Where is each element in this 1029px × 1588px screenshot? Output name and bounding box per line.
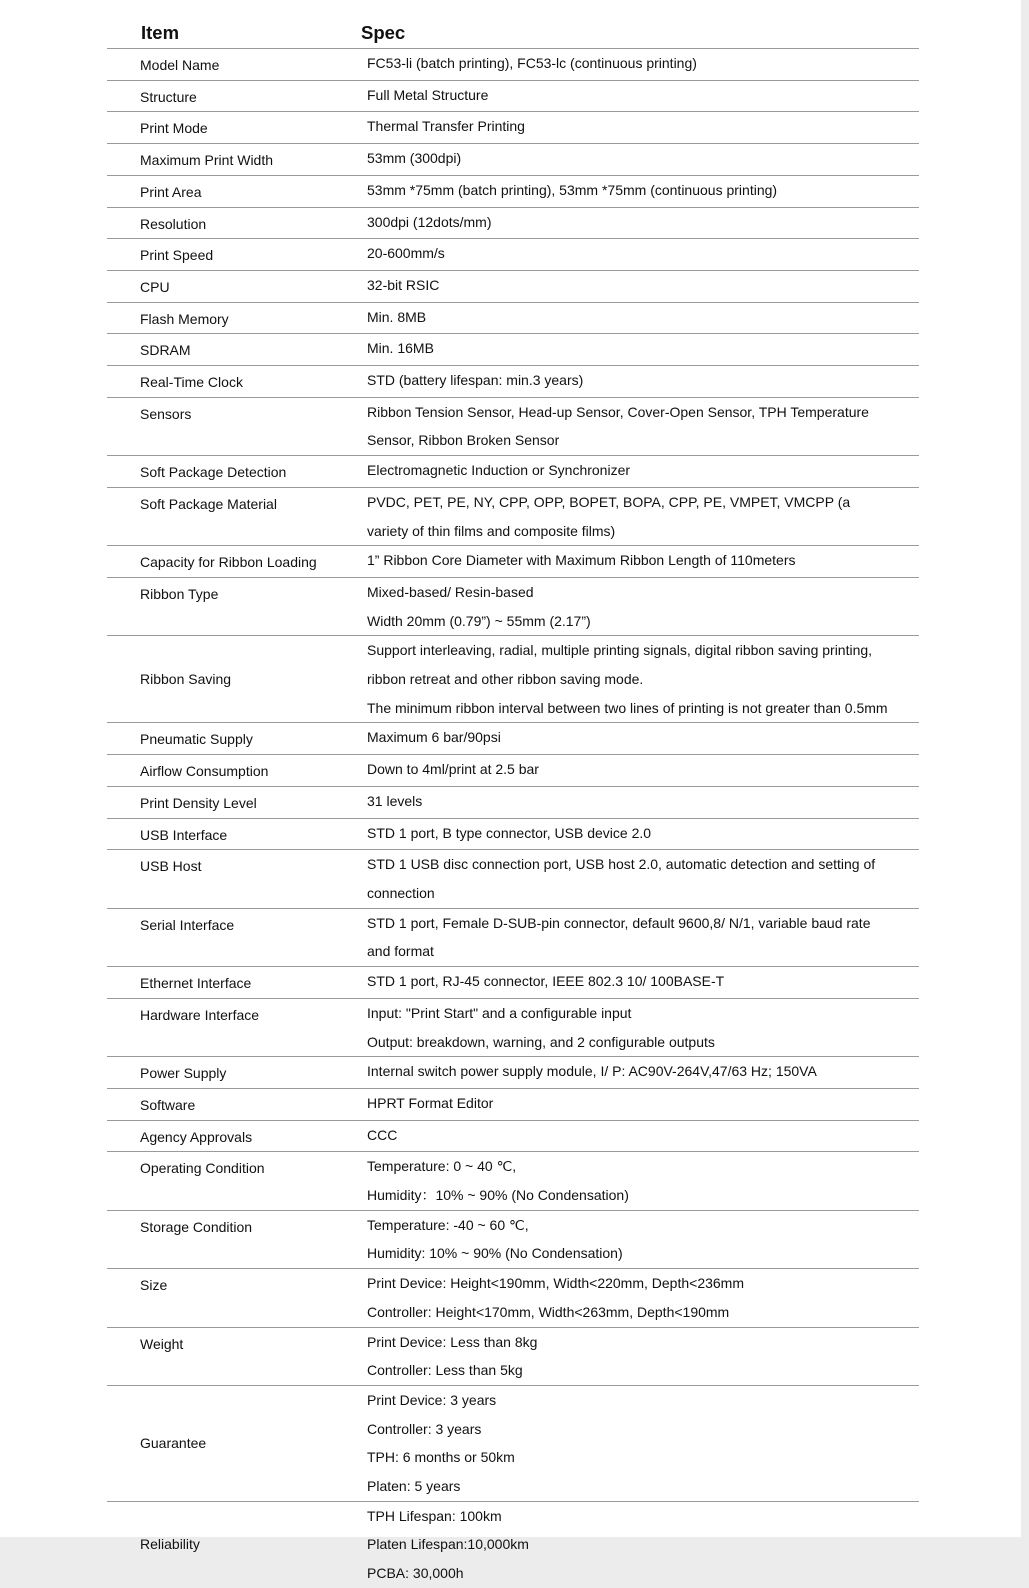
- table-row: [107, 1152, 919, 1210]
- spec-line: Print Device: 3 years: [367, 1391, 497, 1408]
- row-spec-value: [334, 578, 919, 635]
- row-item-label: Print Mode: [140, 120, 208, 137]
- row-spec-value: [334, 1211, 919, 1268]
- row-spec-value: [334, 112, 919, 143]
- row-item-label: Agency Approvals: [140, 1128, 253, 1145]
- row-item-label: Real-Time Clock: [140, 374, 243, 391]
- table-row: [107, 271, 919, 303]
- table-row: [107, 398, 919, 456]
- spec-line: Print Device: Less than 8kg: [367, 1333, 538, 1350]
- row-spec-value: [334, 787, 919, 818]
- spec-line: and format: [367, 943, 434, 960]
- table-row: [107, 176, 919, 208]
- row-item-label: Storage Condition: [140, 1218, 253, 1235]
- spec-line: Full Metal Structure: [367, 86, 489, 103]
- row-item-label: Sensors: [140, 405, 192, 422]
- table-row: [107, 967, 919, 999]
- spec-line: TPH Lifespan: 100km: [367, 1507, 502, 1524]
- row-item-label: Pneumatic Supply: [140, 731, 253, 748]
- table-row: [107, 208, 919, 240]
- row-spec-value: [334, 755, 919, 786]
- spec-line: Output: breakdown, warning, and 2 configurable outputs: [367, 1033, 715, 1050]
- row-spec-value: [334, 819, 919, 850]
- row-item-label: Operating Condition: [140, 1160, 265, 1177]
- row-spec-value: [334, 334, 919, 365]
- spec-line: Min. 8MB: [367, 308, 427, 325]
- spec-line: 53mm *75mm (batch printing), 53mm *75mm (continuous printing): [367, 181, 778, 198]
- spec-line: Humidity：10% ~ 90% (No Condensation): [367, 1187, 629, 1204]
- row-spec-value: [334, 81, 919, 112]
- spec-line: STD 1 port, Female D-SUB-pin connector, default 9600,8/ N/1, variable baud rate: [367, 914, 871, 931]
- spec-line: connection: [367, 884, 435, 901]
- row-item-label: Size: [140, 1277, 168, 1294]
- row-spec-value: [334, 366, 919, 397]
- spec-line: 1” Ribbon Core Diameter with Maximum Ribbon Length of 110meters: [367, 552, 796, 569]
- row-item-label: USB Host: [140, 858, 202, 875]
- row-item-label: Power Supply: [140, 1065, 227, 1082]
- row-spec-value: [334, 398, 919, 455]
- table-row: [107, 999, 919, 1057]
- spec-line: STD (battery lifespan: min.3 years): [367, 372, 584, 389]
- spec-line: ribbon retreat and other ribbon saving mode.: [367, 671, 644, 688]
- spec-line: Temperature: 0 ~ 40 ℃,: [367, 1158, 517, 1175]
- spec-line: 300dpi (12dots/mm): [367, 213, 492, 230]
- table-row: [107, 1386, 919, 1502]
- spec-line: Width 20mm (0.79”) ~ 55mm (2.17”): [367, 612, 591, 629]
- table-row: [107, 850, 919, 908]
- row-item-label: Structure: [140, 88, 197, 105]
- spec-line: 32-bit RSIC: [367, 276, 440, 293]
- row-item-label: Soft Package Material: [140, 495, 277, 512]
- row-spec-value: [334, 271, 919, 302]
- row-spec-value: [334, 850, 919, 907]
- row-item-label: Ribbon Saving: [140, 671, 232, 688]
- row-item-label: Software: [140, 1096, 196, 1113]
- row-item-label: Soft Package Detection: [140, 464, 287, 481]
- row-item-label: Print Speed: [140, 247, 214, 264]
- row-spec-value: [334, 999, 919, 1056]
- row-item-label: USB Interface: [140, 826, 228, 843]
- row-item-label: Ethernet Interface: [140, 975, 252, 992]
- spec-line: Print Device: Height<190mm, Width<220mm, Depth<236mm: [367, 1275, 744, 1292]
- header-spec: Spec: [361, 22, 406, 43]
- spec-line: PVDC, PET, PE, NY, CPP, OPP, BOPET, BOPA, CPP, PE, VMPET, VMCPP (a: [367, 493, 851, 510]
- row-spec-value: [334, 49, 919, 80]
- row-item-label: Hardware Interface: [140, 1006, 260, 1023]
- row-item-label: Print Density Level: [140, 794, 257, 811]
- table-row: [107, 81, 919, 113]
- spec-line: 31 levels: [367, 792, 423, 809]
- table-row: [107, 303, 919, 335]
- table-header: [107, 17, 919, 49]
- spec-line: Controller: Less than 5kg: [367, 1362, 523, 1379]
- spec-line: PCBA: 30,000h: [367, 1565, 464, 1582]
- row-spec-value: [334, 1269, 919, 1326]
- row-item-label: CPU: [140, 278, 170, 295]
- spec-line: Humidity: 10% ~ 90% (No Condensation): [367, 1245, 623, 1262]
- row-spec-value: [334, 909, 919, 966]
- row-spec-value: [334, 1328, 919, 1385]
- row-spec-value: [334, 144, 919, 175]
- row-item-label: SDRAM: [140, 342, 191, 359]
- table-row: [107, 546, 919, 578]
- table-row: [107, 1121, 919, 1153]
- row-item-label: Guarantee: [140, 1434, 207, 1451]
- table-row: [107, 1328, 919, 1386]
- row-item-label: Model Name: [140, 57, 220, 73]
- table-row: [107, 239, 919, 271]
- table-row: [107, 909, 919, 967]
- spec-line: 20-600mm/s: [367, 245, 445, 262]
- spec-line: TPH: 6 months or 50km: [367, 1449, 515, 1466]
- spec-line: Mixed-based/ Resin-based: [367, 583, 534, 600]
- row-item-label: Reliability: [140, 1536, 200, 1553]
- row-spec-value: [334, 1121, 919, 1152]
- row-spec-value: [334, 967, 919, 998]
- spec-line: Thermal Transfer Printing: [367, 118, 525, 135]
- spec-line: FC53-li (batch printing), FC53-lc (continuous printing): [367, 55, 697, 71]
- row-spec-value: [334, 546, 919, 577]
- spec-line: Maximum 6 bar/90psi: [367, 729, 501, 746]
- spec-line: STD 1 port, RJ-45 connector, IEEE 802.3 10/ 100BASE-T: [367, 973, 725, 990]
- table-row: [107, 1057, 919, 1089]
- table-row: [107, 578, 919, 636]
- row-spec-value: [334, 1152, 919, 1209]
- spec-line: CCC: [367, 1126, 398, 1143]
- table-row: [107, 112, 919, 144]
- row-spec-value: [334, 1089, 919, 1120]
- spec-line: Sensor, Ribbon Broken Sensor: [367, 432, 560, 449]
- spec-line: Platen: 5 years: [367, 1478, 461, 1495]
- table-body: [107, 49, 919, 1588]
- spec-line: variety of thin films and composite films): [367, 522, 616, 539]
- spec-line: Platen Lifespan:10,000km: [367, 1536, 529, 1553]
- row-spec-value: [334, 456, 919, 487]
- row-item-label: Serial Interface: [140, 916, 235, 933]
- row-item-label: Ribbon Type: [140, 585, 219, 602]
- row-item-label: Airflow Consumption: [140, 763, 269, 780]
- spec-line: Min. 16MB: [367, 340, 434, 357]
- row-spec-value: [334, 636, 919, 722]
- table-row: [107, 366, 919, 398]
- header-item: Item: [141, 22, 180, 43]
- table-row: [107, 1502, 919, 1588]
- row-item-label: Resolution: [140, 215, 207, 232]
- spec-line: HPRT Format Editor: [367, 1094, 494, 1111]
- spec-line: Electromagnetic Induction or Synchronizer: [367, 462, 631, 479]
- row-item-label: Print Area: [140, 183, 202, 200]
- table-row: [107, 144, 919, 176]
- row-spec-value: [334, 208, 919, 239]
- row-spec-value: [334, 1386, 919, 1501]
- row-spec-value: [334, 488, 919, 545]
- row-spec-value: [334, 723, 919, 754]
- table-row: [107, 1211, 919, 1269]
- spec-line: Temperature: -40 ~ 60 ℃,: [367, 1216, 529, 1233]
- table-row: [107, 1089, 919, 1121]
- table-row: [107, 49, 919, 81]
- spec-line: Down to 4ml/print at 2.5 bar: [367, 761, 539, 778]
- table-row: [107, 1269, 919, 1327]
- spec-line: STD 1 port, B type connector, USB device 2.0: [367, 824, 652, 841]
- table-row: [107, 488, 919, 546]
- spec-line: 53mm (300dpi): [367, 150, 462, 167]
- spec-line: Internal switch power supply module, I/ P: AC90V-264V,47/63 Hz; 150VA: [367, 1063, 817, 1080]
- table-row: [107, 787, 919, 819]
- spec-line: The minimum ribbon interval between two lines of printing is not greater than 0.5mm: [367, 699, 888, 716]
- row-item-label: Weight: [140, 1335, 184, 1352]
- table-row: [107, 456, 919, 488]
- spec-line: Controller: 3 years: [367, 1420, 482, 1437]
- row-spec-value: [334, 1057, 919, 1088]
- spec-line: Ribbon Tension Sensor, Head-up Sensor, Cover-Open Sensor, TPH Temperature: [367, 403, 869, 420]
- spec-line: Input: "Print Start" and a configurable input: [367, 1004, 632, 1021]
- spec-line: Support interleaving, radial, multiple printing signals, digital ribbon saving printing,: [367, 642, 873, 659]
- spec-line: STD 1 USB disc connection port, USB host 2.0, automatic detection and setting of: [367, 856, 876, 873]
- row-spec-value: [334, 303, 919, 334]
- table-row: [107, 636, 919, 723]
- row-item-label: Capacity for Ribbon Loading: [140, 554, 317, 571]
- spec-table: [107, 17, 919, 1588]
- row-spec-value: [334, 176, 919, 207]
- row-spec-value: [334, 239, 919, 270]
- row-item-label: Maximum Print Width: [140, 152, 274, 169]
- table-row: [107, 334, 919, 366]
- row-spec-value: [334, 1502, 919, 1588]
- table-row: [107, 723, 919, 755]
- table-row: [107, 819, 919, 851]
- row-item-label: Flash Memory: [140, 310, 229, 327]
- table-row: [107, 755, 919, 787]
- spec-line: Controller: Height<170mm, Width<263mm, Depth<190mm: [367, 1303, 730, 1320]
